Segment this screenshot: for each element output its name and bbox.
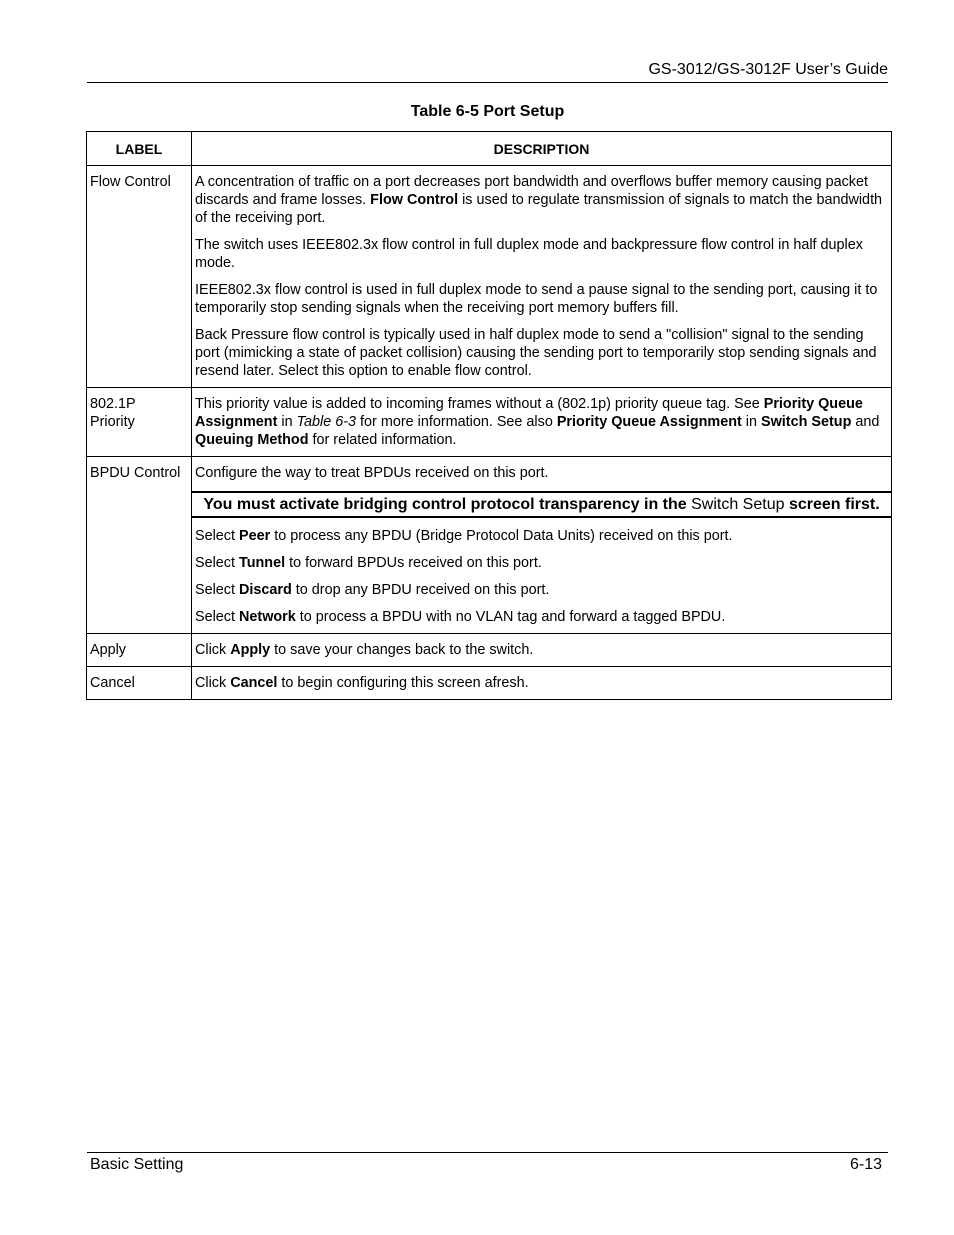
table-row: [87, 457, 892, 634]
text-run: Click: [195, 675, 231, 691]
text-run: Select: [195, 555, 239, 571]
text-run: to process any BPDU (Bridge Protocol Data Units) received on this port.: [270, 528, 733, 544]
row-label: [87, 388, 192, 457]
bold-term: Cancel: [230, 675, 278, 691]
page-number: 6-13: [849, 1156, 882, 1173]
text-run: Select: [195, 528, 239, 544]
bold-term: Switch Setup: [761, 414, 852, 430]
table-row: [87, 634, 892, 667]
bold-term: Discard: [239, 582, 292, 598]
text-run: Select: [195, 609, 239, 625]
table-caption: Table 6-5 Port Setup: [410, 103, 565, 120]
text-run: to begin configuring this screen afresh.: [277, 675, 529, 691]
guide-title: GS-3012/GS-3012F User’s Guide: [648, 61, 888, 78]
bold-term: Queuing Method: [195, 432, 309, 448]
text-run: This priority value is added to incoming frames without a (802.1p) priority queue tag. See: [195, 396, 764, 412]
text-run: is used to regulate transmission of signals to match the bandwidth of the receiving port.: [195, 192, 883, 226]
table-row: [87, 667, 892, 700]
description-paragraph: [195, 395, 888, 449]
row-description: [192, 388, 892, 457]
row-description: [192, 634, 892, 667]
label-column-header: LABEL: [87, 132, 192, 166]
note-text: screen first.: [784, 496, 880, 513]
row-description: [192, 166, 892, 388]
text-run: in: [741, 414, 762, 430]
bold-term: Peer: [239, 528, 271, 544]
bold-term: Network: [239, 609, 296, 625]
text-run: to process a BPDU with no VLAN tag and forward a tagged BPDU.: [295, 609, 726, 625]
bold-term: Priority Queue Assignment: [195, 396, 863, 430]
text-run: A concentration of traffic on a port decreases port bandwidth and overflows buffer memory causing packet discards and frame losses.: [195, 174, 869, 208]
label-line: Priority: [90, 414, 135, 430]
option-paragraph: [195, 527, 888, 545]
note-screen-name: Switch Setup: [691, 496, 785, 513]
row-label: Flow Control: [87, 166, 192, 388]
description-paragraph: IEEE802.3x flow control is used in full duplex mode to send a pause signal to the sending port, causing it to temporarily stop sending signals when the receiving port memory buffers fill.: [195, 282, 878, 316]
text-run: to drop any BPDU received on this port.: [291, 582, 550, 598]
option-paragraph: [195, 554, 888, 572]
text-run: Select: [195, 582, 239, 598]
text-run: for related information.: [308, 432, 457, 448]
text-run: and: [851, 414, 880, 430]
bold-term: Flow Control: [370, 192, 459, 208]
row-description: [192, 457, 892, 634]
description-paragraph: Configure the way to treat BPDUs received on this port.: [195, 465, 549, 481]
row-label: BPDU Control: [87, 457, 192, 634]
port-setup-table: [86, 131, 892, 700]
text-run: to save your changes back to the switch.: [270, 642, 534, 658]
table-reference: Table 6-3: [296, 414, 357, 430]
label-line: 802.1P: [90, 396, 136, 412]
option-paragraph: [195, 581, 888, 599]
row-description: [192, 667, 892, 700]
page-footer: [87, 1152, 888, 1173]
bold-term: Priority Queue Assignment: [556, 414, 742, 430]
description-paragraph: Back Pressure flow control is typically used in half duplex mode to send a "collision" signal to the sending port (mimicking a state of packet collision) causing the sending port to temporarily stop sending signals and resend later. Select this option to enable flow control.: [195, 327, 877, 379]
table-row: [87, 166, 892, 388]
description-column-header: DESCRIPTION: [192, 132, 892, 166]
section-name: Basic Setting: [90, 1156, 184, 1173]
note-text: You must activate bridging control protocol transparency in the: [203, 496, 692, 513]
table-header-row: [87, 132, 892, 166]
bold-term: Apply: [230, 642, 271, 658]
note-box: [191, 491, 892, 518]
text-run: in: [277, 414, 297, 430]
text-run: to forward BPDUs received on this port.: [285, 555, 542, 571]
row-label: Cancel: [87, 667, 192, 700]
page-header: [87, 60, 888, 83]
option-paragraph: [195, 608, 888, 626]
row-label: Apply: [87, 634, 192, 667]
text-run: for more information. See also: [356, 414, 557, 430]
text-run: Click: [195, 642, 231, 658]
description-paragraph: The switch uses IEEE802.3x flow control in full duplex mode and backpressure flow control in half duplex mode.: [195, 237, 863, 271]
table-row: [87, 388, 892, 457]
bold-term: Tunnel: [239, 555, 286, 571]
description-paragraph: [195, 173, 888, 227]
